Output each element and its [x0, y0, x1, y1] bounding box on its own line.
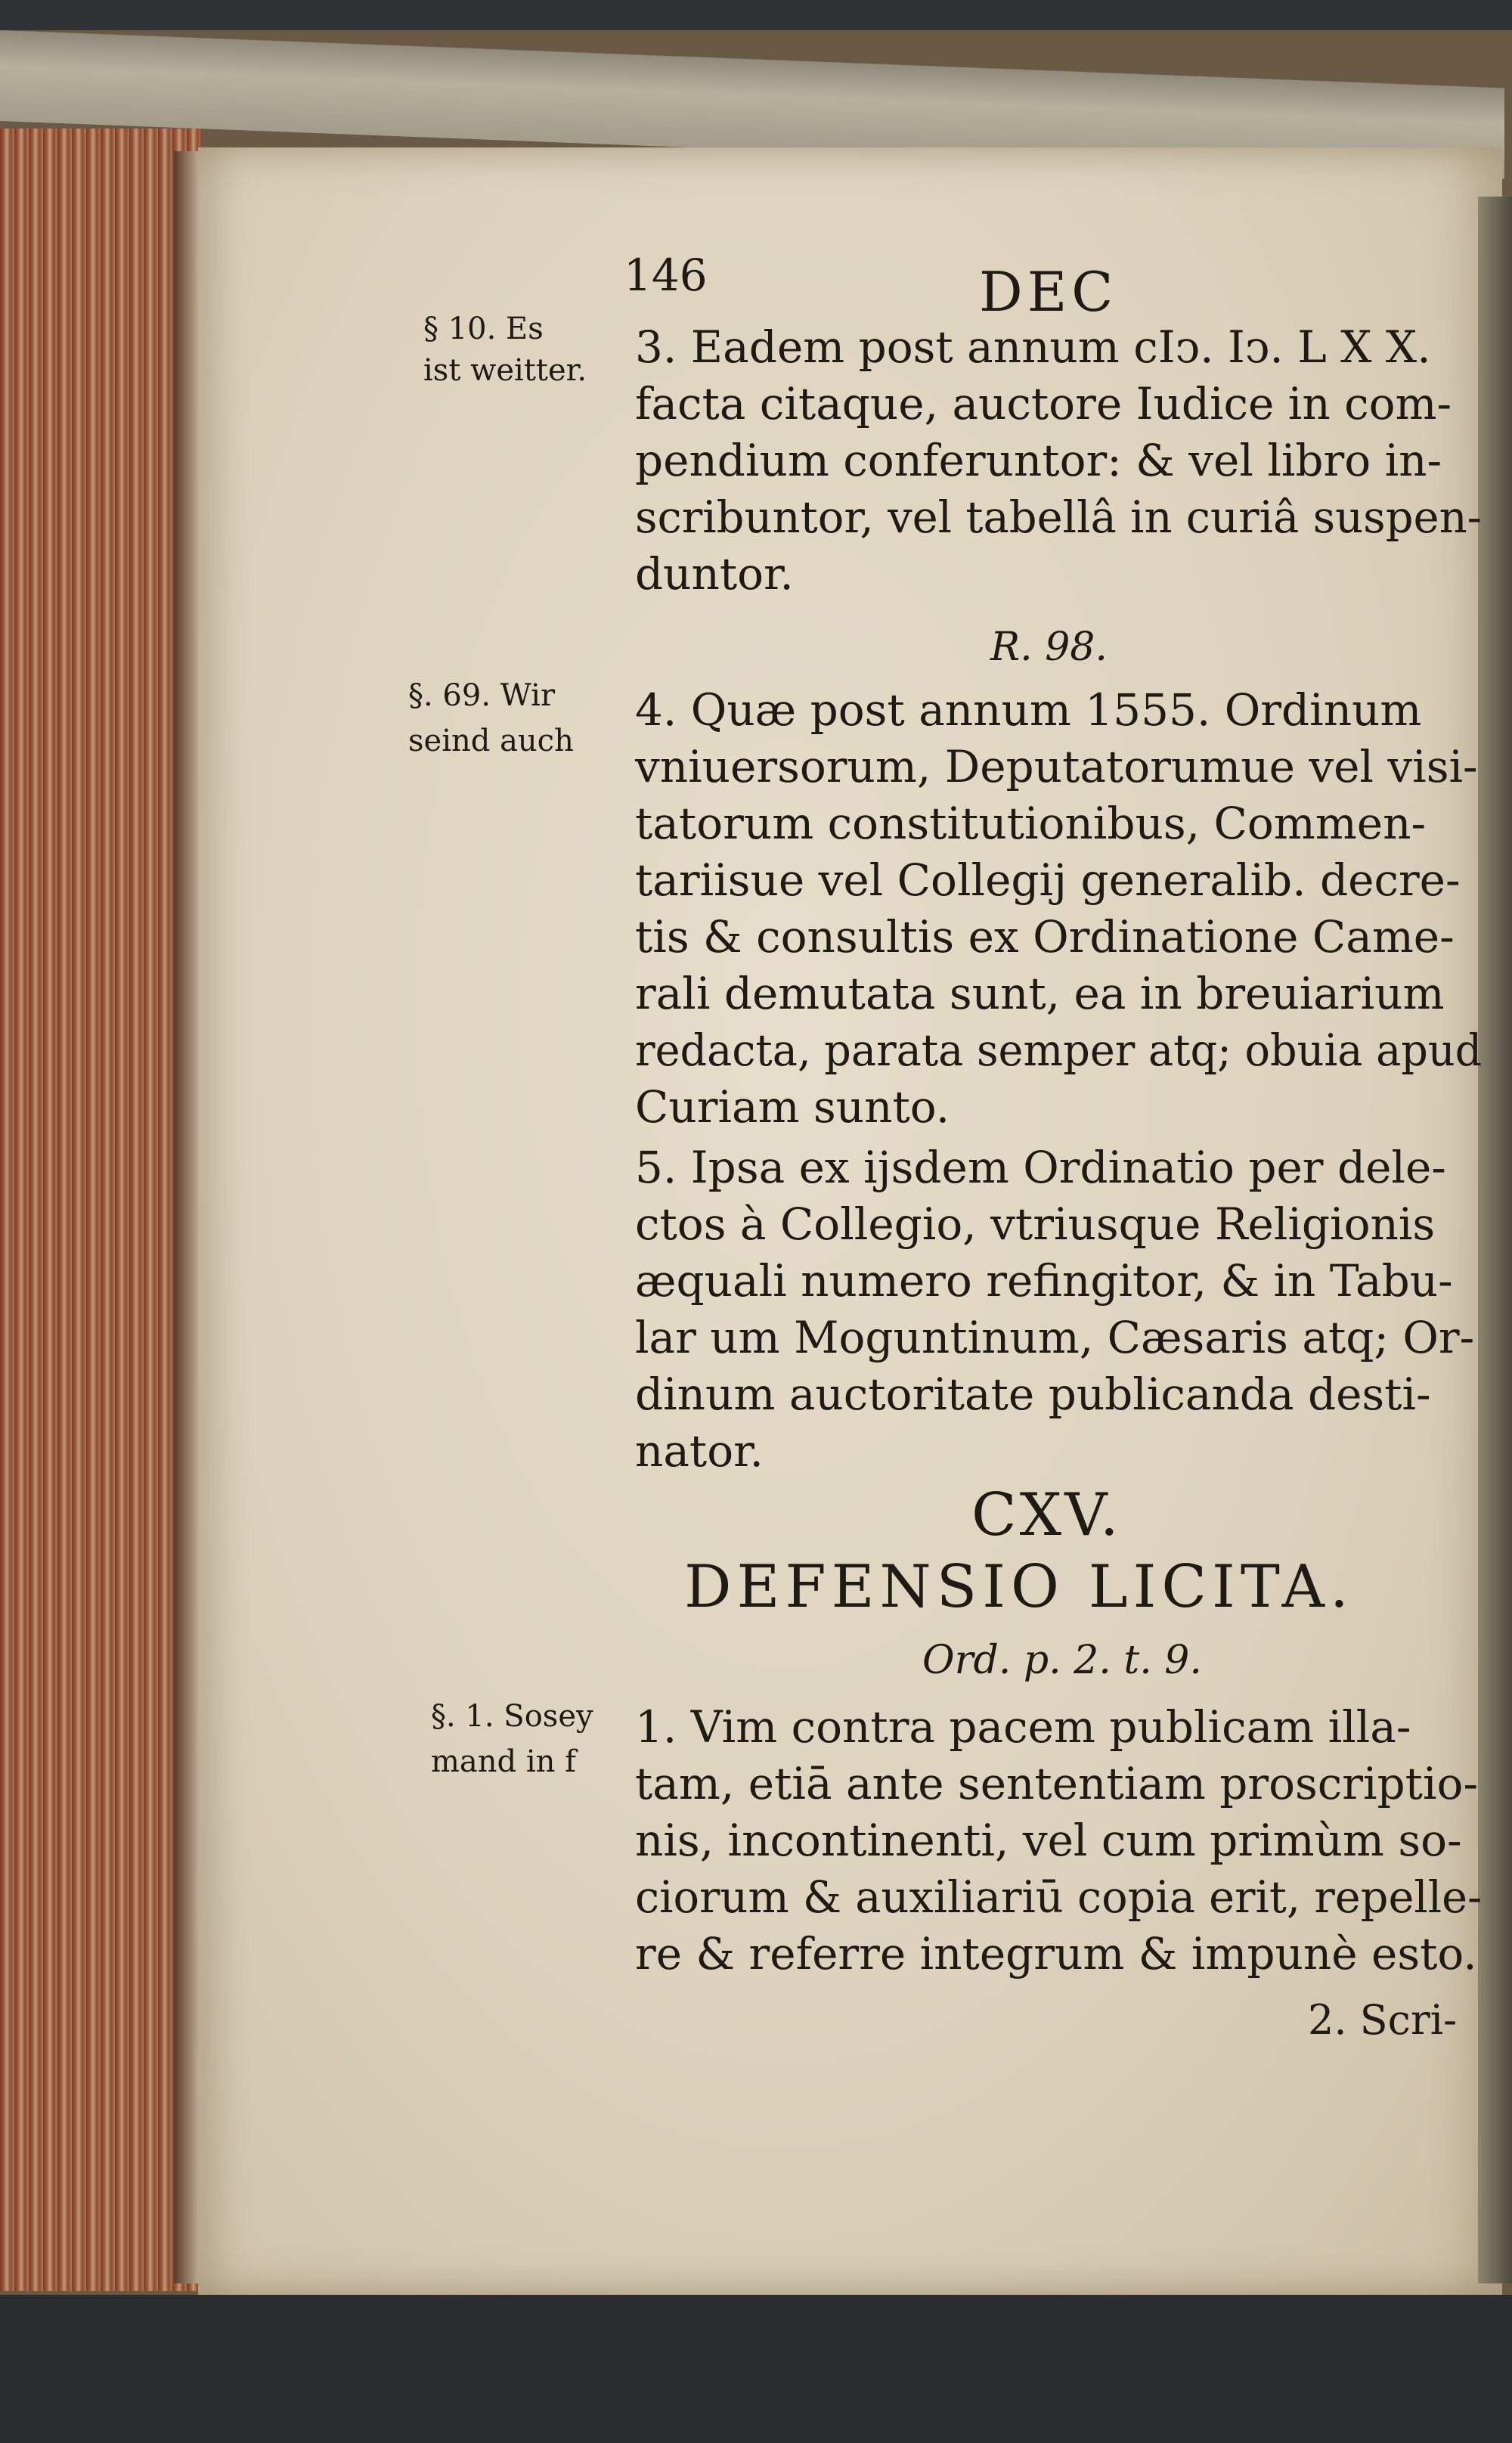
- margin-note-line: §. 1. Sosey: [431, 1699, 593, 1734]
- text-line: 1. Vim contra pacem publicam illa-: [635, 1701, 1411, 1753]
- text-line: pendium conferuntor: & vel libro in-: [635, 435, 1442, 486]
- text-line: dinum auctoritate publicanda desti-: [635, 1369, 1431, 1420]
- text-line: ctos à Collegio, vtriusque Religionis: [635, 1198, 1436, 1250]
- text-line: 4. Quæ post annum 1555. Ordinum: [635, 684, 1422, 736]
- text-line: vniuersorum, Deputatorumue vel visi-: [635, 741, 1478, 792]
- catchword: 2. Scri-: [1308, 1996, 1458, 2044]
- reference-note: R. 98.: [990, 625, 1108, 670]
- margin-note-line: §. 69. Wir: [408, 678, 556, 713]
- text-line: tariisue vel Collegij generalib. decre-: [635, 854, 1461, 906]
- text-line: lar um Moguntinum, Cæsaris atq; Or-: [635, 1312, 1475, 1363]
- text-line: tis & consultis ex Ordinatione Came-: [635, 911, 1455, 963]
- text-line: nis, incontinenti, vel cum primùm so-: [635, 1815, 1462, 1866]
- text-line: redacta, parata semper atq; obuia apud: [635, 1025, 1483, 1076]
- text-line: ciorum & auxiliariū copia erit, repelle-: [635, 1871, 1483, 1923]
- margin-note-line: ist weitter.: [423, 353, 587, 388]
- page-stack-edge: [0, 129, 200, 2291]
- text-line: scribuntor, vel tabellâ in curiâ suspen-: [635, 491, 1483, 543]
- page-right-edge: [1478, 197, 1512, 2283]
- text-line: re & referre integrum & impunè esto.: [635, 1928, 1477, 1980]
- chapter-reference: Ord. p. 2. t. 9.: [922, 1638, 1202, 1683]
- chapter-title: DEFENSIO LICITA.: [684, 1553, 1354, 1621]
- text-line: duntor.: [635, 548, 794, 600]
- background-bottom: [0, 2295, 1512, 2443]
- margin-note-line: § 10. Es: [423, 312, 544, 346]
- text-line: æquali numero refingitor, & in Tabu-: [635, 1255, 1453, 1307]
- margin-note-line: mand in f: [431, 1744, 576, 1779]
- text-line: 5. Ipsa ex ijsdem Ordinatio per dele-: [635, 1142, 1446, 1193]
- margin-note-line: seind auch: [408, 724, 574, 758]
- chapter-number: CXV.: [971, 1481, 1122, 1549]
- page-number: 146: [624, 250, 708, 301]
- text-line: 3. Eadem post annum cIↄ. Iↄ. L X X.: [635, 321, 1431, 373]
- text-line: Curiam sunto.: [635, 1081, 950, 1133]
- running-title: DEC: [979, 260, 1118, 324]
- text-line: nator.: [635, 1425, 764, 1477]
- text-line: facta citaque, auctore Iudice in com-: [635, 378, 1452, 429]
- text-line: rali demutata sunt, ea in breuiarium: [635, 968, 1445, 1019]
- text-line: tam, etiā ante sententiam proscriptio-: [635, 1758, 1479, 1809]
- text-line: tatorum constitutionibus, Commen-: [635, 798, 1427, 849]
